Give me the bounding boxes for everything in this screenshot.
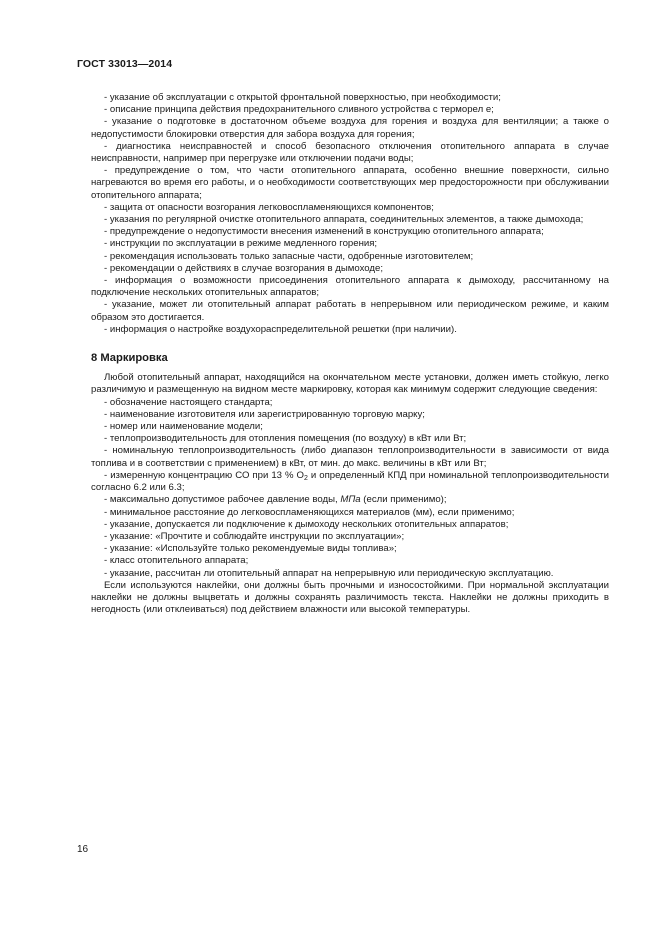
marking-list-part-1 xyxy=(91,397,609,470)
list-item: - информация о настройке воздухораспределительной решетки (при наличии). xyxy=(104,323,457,335)
document-header: ГОСТ 33013—2014 xyxy=(77,58,173,70)
list-item: - описание принципа действия предохранительного сливного устройства с терморел е; xyxy=(104,104,494,116)
pressure-item xyxy=(91,494,609,506)
list-item: - указание: «Используйте только рекомендуемые виды топлива»; xyxy=(104,543,397,555)
pressure-unit: МПа xyxy=(340,494,361,506)
marking-list-part-2 xyxy=(91,507,609,580)
list-item: - информация о возможности присоединения отопительного аппарата к дымоходу, рассчитанному на подключение нескольких отопительных аппаратов; xyxy=(91,275,609,299)
intro-paragraph: Любой отопительный аппарат, находящийся на окончательном месте установки, должен иметь стойкую, легко различимую и размещенную на видном месте маркировку, которая как минимум содержит следующие сведения: xyxy=(91,372,609,396)
co-item-after: и определенный КПД при номинальной теплопроизводительности согласно 6.2 или 6.3; xyxy=(91,469,610,494)
list-item: - номинальную теплопроизводительность (либо диапазон теплопроизводительности в зависимости от вида топлива и в соответствии с применением) в кВт, от мин. до макс. величины в кВт или Вт; xyxy=(91,445,609,469)
page-content xyxy=(91,92,609,616)
pressure-item-after: (если применимо); xyxy=(360,494,447,506)
list-item: - обозначение настоящего стандарта; xyxy=(104,396,273,408)
list-item: - указание, рассчитан ли отопительный аппарат на непрерывную или периодическую эксплуатацию. xyxy=(104,567,554,579)
list-item: - диагностика неисправностей и способ безопасного отключения отопительного аппарата в случае неисправности, например при перегрузке или отключении подачи воды; xyxy=(91,140,609,165)
list-item: - указание: «Прочтите и соблюдайте инструкции по эксплуатации»; xyxy=(104,530,405,542)
page-number: 16 xyxy=(77,844,89,855)
section-title: 8 Маркировка xyxy=(91,352,168,365)
list-item: - защита от опасности возгорания легковоспламеняющихся компонентов; xyxy=(104,201,434,213)
list-item: - инструкции по эксплуатации в режиме медленного горения; xyxy=(104,238,378,250)
co-item-before: - измеренную концентрацию СО при 13 % О xyxy=(104,469,304,481)
list-item: - теплопроизводительность для отопления помещения (по воздуху) в кВт или Вт; xyxy=(104,433,467,445)
co-item-subscript: 2 xyxy=(304,474,308,482)
pressure-item-before: - максимально допустимое рабочее давление воды, xyxy=(104,494,341,506)
list-item: - рекомендации о действиях в случае возгорания в дымоходе; xyxy=(104,262,384,274)
list-item: - указания по регулярной очистке отопительного аппарата, соединительных элементов, а также дымохода; xyxy=(104,214,584,226)
list-item: - указание о подготовке в достаточном объеме воздуха для горения и воздуха для вентиляции; а также о недопустимости блокировки отверстия для забора воздуха для горения; xyxy=(91,116,609,140)
list-item: - номер или наименование модели; xyxy=(104,421,263,433)
list-item: - указание, может ли отопительный аппарат работать в непрерывном или периодическом режиме, и каким образом это достигается. xyxy=(91,299,609,323)
instructions-list xyxy=(91,92,609,336)
closing-paragraph: Если используются наклейки, они должны быть прочными и износостойкими. При нормальной эксплуатации наклейки не должны выцветать и должны сохранять различимость текста. Наклейки не должны приходить в негодность (или отклеиваться) под действием влажности или высокой температуры. xyxy=(91,579,609,616)
list-item: - предупреждение о том, что части отопительного аппарата, особенно внешние поверхности, сильно нагреваются во время его работы, и о необходимости соответствующих мер предосторожности при обслуживании отопительного аппарата; xyxy=(91,165,609,201)
list-item: - указание, допускается ли подключение к дымоходу нескольких отопительных аппаратов; xyxy=(104,518,509,530)
co-concentration-item xyxy=(91,470,609,494)
list-item: - рекомендация использовать только запасные части, одобренные изготовителем; xyxy=(104,250,474,262)
list-item: - класс отопительного аппарата; xyxy=(104,555,249,567)
list-item: - наименование изготовителя или зарегистрированную торговую марку; xyxy=(104,408,425,420)
list-item: - предупреждение о недопустимости внесения изменений в конструкцию отопительного аппарата; xyxy=(104,226,544,238)
list-item: - минимальное расстояние до легковоспламеняющихся материалов (мм), если применимо; xyxy=(104,506,515,518)
list-item: - указание об эксплуатации с открытой фронтальной поверхностью, при необходимости; xyxy=(104,92,501,103)
